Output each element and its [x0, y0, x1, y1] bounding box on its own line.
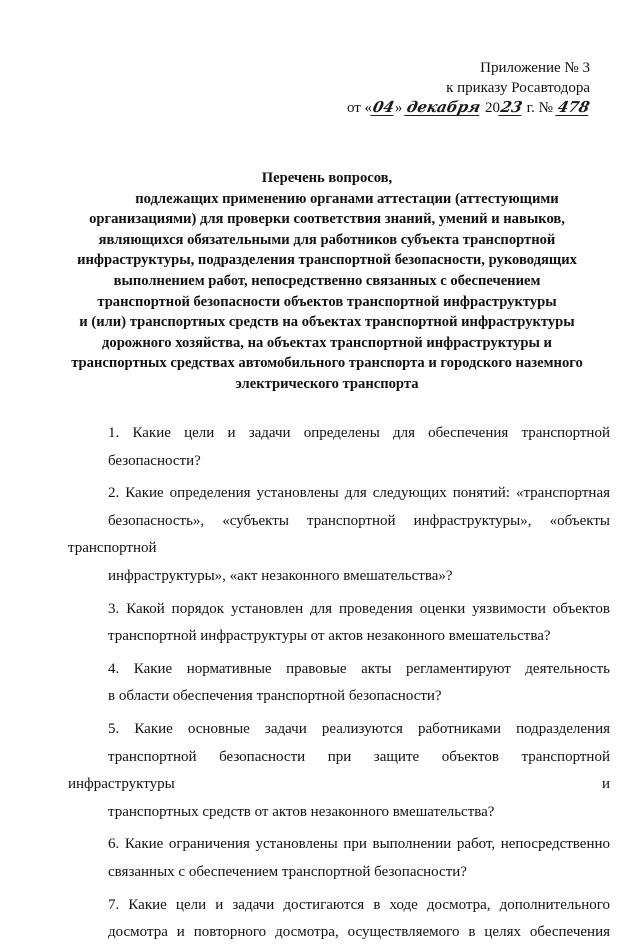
title-line: организациями) для проверки соответствия знаний, умений и навыков, — [89, 211, 565, 228]
question-item — [68, 892, 610, 947]
question-line: связанных с обеспечением транспортной безопасности? — [108, 863, 467, 880]
handwritten-month: декабря — [405, 98, 483, 116]
question-line: 3. Какой порядок установлен для проведения оценки уязвимости объектов — [108, 600, 610, 617]
question-line: инфраструктуры», «акт незаконного вмешательства»? — [108, 567, 453, 584]
title-line: транспортных средствах автомобильного транспорта и городского наземного — [71, 355, 583, 372]
question-line: 7. Какие цели и задачи достигаются в ходе досмотра, дополнительного — [108, 896, 610, 913]
document-title — [68, 168, 586, 395]
question-line: безопасности? — [108, 452, 201, 469]
date-year-tail: г. № — [526, 100, 553, 116]
question-line: 6. Какие ограничения установлены при выполнении работ, непосредственно — [108, 836, 610, 853]
question-line: транспортной безопасности при защите объектов транспортной инфраструктуры и — [68, 748, 610, 793]
question-line: в области обеспечения транспортной безопасности? — [108, 688, 442, 705]
title-line: дорожного хозяйства, на объектах транспортной инфраструктуры и — [102, 334, 552, 351]
title-line: подлежащих применению органами аттестации (аттестующими — [135, 190, 559, 207]
question-item — [68, 420, 610, 475]
question-line: 1. Какие цели и задачи определены для обеспечения транспортной — [108, 425, 610, 441]
annex-header — [347, 58, 590, 118]
question-line: транспортных средств от актов незаконного вмешательства? — [108, 803, 495, 820]
question-item — [68, 656, 610, 711]
question-line: досмотра и повторного досмотра, осуществляемого в целях обеспечения — [108, 924, 610, 941]
question-item — [68, 716, 610, 826]
question-item — [68, 480, 610, 590]
handwritten-year-suffix: 23 — [499, 98, 524, 116]
question-item — [68, 596, 610, 651]
question-line: 5. Какие основные задачи реализуются работниками подразделения — [108, 720, 610, 737]
date-prefix: от « — [346, 100, 373, 116]
question-line: 4. Какие нормативные правовые акты регламентируют деятельность — [108, 660, 610, 677]
date-year-prefix: 20 — [485, 100, 501, 116]
handwritten-day: 04 — [371, 98, 396, 116]
question-line: безопасность», «субъекты транспортной инфраструктуры», «объекты транспортной — [68, 512, 610, 557]
handwritten-order-number: 478 — [555, 98, 592, 116]
title-line: инфраструктуры, подразделения транспортной безопасности, руководящих — [77, 252, 577, 269]
question-line: транспортной инфраструктуры от актов незаконного вмешательства? — [108, 628, 551, 645]
date-quote-close: » — [394, 100, 403, 116]
title-line: выполнением работ, непосредственно связанных с обеспечением — [113, 272, 541, 289]
annex-order-reference: к приказу Росавтодора — [446, 80, 590, 96]
question-item — [68, 831, 610, 886]
annex-date-line — [347, 98, 590, 118]
title-line: транспортной безопасности объектов транспортной инфраструктуры — [97, 293, 557, 310]
questions-list — [68, 420, 610, 952]
title-line: электрического транспорта — [235, 375, 419, 392]
question-line: 2. Какие определения установлены для следующих понятий: «транспортная — [108, 485, 610, 502]
title-line: и (или) транспортных средств на объектах транспортной инфраструктуры — [79, 314, 575, 331]
title-line: являющихся обязательными для работников субъекта транспортной — [98, 231, 556, 248]
title-line: Перечень вопросов, — [261, 170, 393, 186]
annex-title: Приложение № 3 — [480, 60, 590, 76]
